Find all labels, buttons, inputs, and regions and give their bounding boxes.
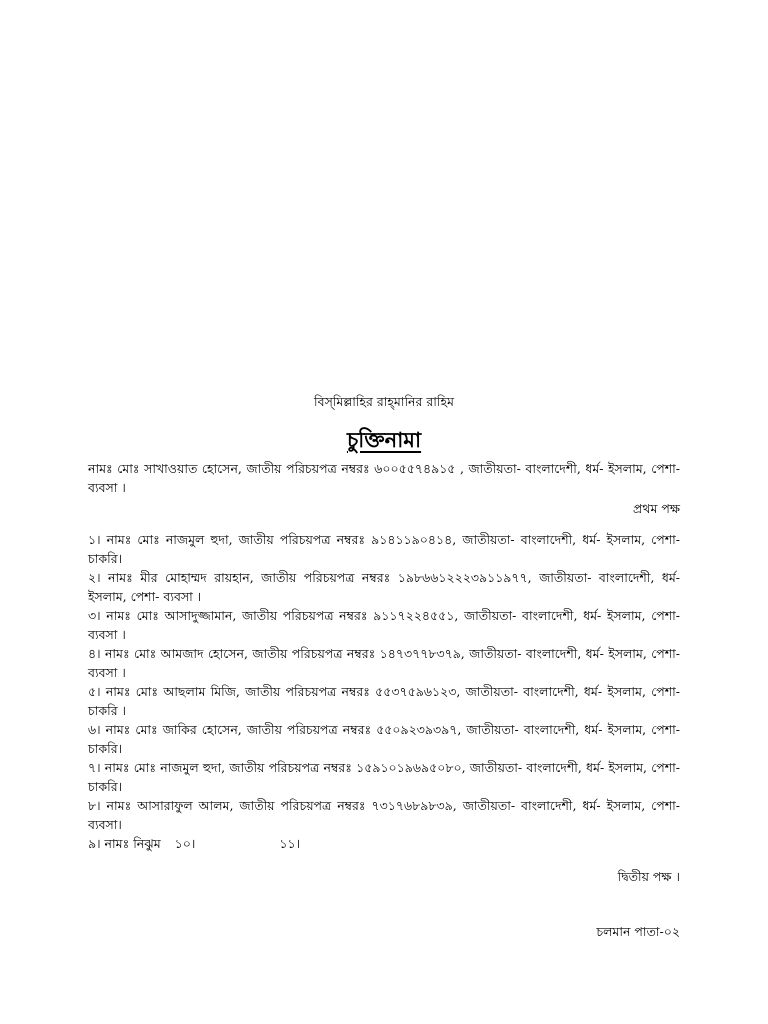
list-item: ৫। নামঃ মোঃ আছলাম মিজি, জাতীয় পরিচয়পত্র নম্বরঃ ৫৫৩৭৫৯৬১২৩, জাতীয়তা- বাংলাদেশী, ধর্ম- ইসলাম, পেশা- চাকরি । — [88, 684, 680, 718]
document-page — [88, 393, 680, 941]
first-party-details: নামঃ মোঃ সাখাওয়াত হোসেন, জাতীয় পরিচয়পত্র নম্বরঃ ৬০০৫৫৭৪৯১৫ , জাতীয়তা- বাংলাদেশী, ধর্ম- ইসলাম, পেশা- ব্যবসা । — [88, 461, 680, 495]
list-item: ২। নামঃ মীর মোহাম্মদ রায়হান, জাতীয় পরিচয়পত্র নম্বরঃ ১৯৮৬৬১২২২৩৯১১৯৭৭, জাতীয়তা- বাংলাদেশী, ধর্ম- ইসলাম, পেশা- ব্যবসা । — [88, 570, 680, 604]
bismillah-heading: বিস্‌মিল্লাহির রাহ্‌মানির রাহিম — [314, 394, 454, 409]
document-title-text: চুক্তিনামা — [346, 427, 422, 452]
item-11-text: ১১। — [279, 836, 301, 851]
second-party-list — [88, 530, 680, 834]
list-item: ৭। নামঃ মোঃ নাজমুল হুদা, জাতীয় পরিচয়পত্র নম্বরঃ ১৫৯১০১৯৬৯৫০৮০, জাতীয়তা- বাংলাদেশী, ধর্ম- ইসলাম, পেশা- চাকরি। — [88, 760, 680, 794]
list-item: ৪। নামঃ মোঃ আমজাদ হোসেন, জাতীয় পরিচয়পত্র নম্বরঃ ১৪৭৩৭৭৮৩৭৯, জাতীয়তা- বাংলাদেশী, ধর্ম- ইসলাম, পেশা- ব্যবসা । — [88, 646, 680, 680]
list-item: ৩। নামঃ মোঃ আসাদুজ্জামান, জাতীয় পরিচয়পত্র নম্বরঃ ৯১১৭২২৪৫৫১, জাতীয়তা- বাংলাদেশী, ধর্ম- ইসলাম, পেশা- ব্যবসা । — [88, 608, 680, 642]
first-party-label: প্রথম পক্ষ — [633, 501, 680, 516]
list-item-incomplete — [88, 834, 680, 853]
list-item: ৮। নামঃ আসারাফুল আলম, জাতীয় পরিচয়পত্র নম্বরঃ ৭৩১৭৬৮৯৮৩৯, জাতীয়তা- বাংলাদেশী, ধর্ম- ইসলাম, পেশা- ব্যবসা। — [88, 798, 680, 832]
second-party-label: দ্বিতীয় পক্ষ । — [617, 869, 680, 884]
list-item: ৬। নামঃ মোঃ জাকির হোসেন, জাতীয় পরিচয়পত্র নম্বরঃ ৫৫০৯২৩৯৩৯৭, জাতীয়তা- বাংলাদেশী, ধর্ম- ইসলাম, পেশা- চাকরি। — [88, 722, 680, 756]
continuation-note: চলমান পাতা-০২ — [596, 924, 680, 939]
item-9-text: ৯। নামঃ নিঝুম — [88, 836, 161, 851]
item-10-text: ১০। — [174, 836, 196, 851]
list-item: ১। নামঃ মোঃ নাজমুল হুদা, জাতীয় পরিচয়পত্র নম্বরঃ ৯১৪১১৯০৪১৪, জাতীয়তা- বাংলাদেশী, ধর্ম- ইসলাম, পেশা- চাকরি। — [88, 532, 680, 566]
document-title — [88, 425, 680, 455]
